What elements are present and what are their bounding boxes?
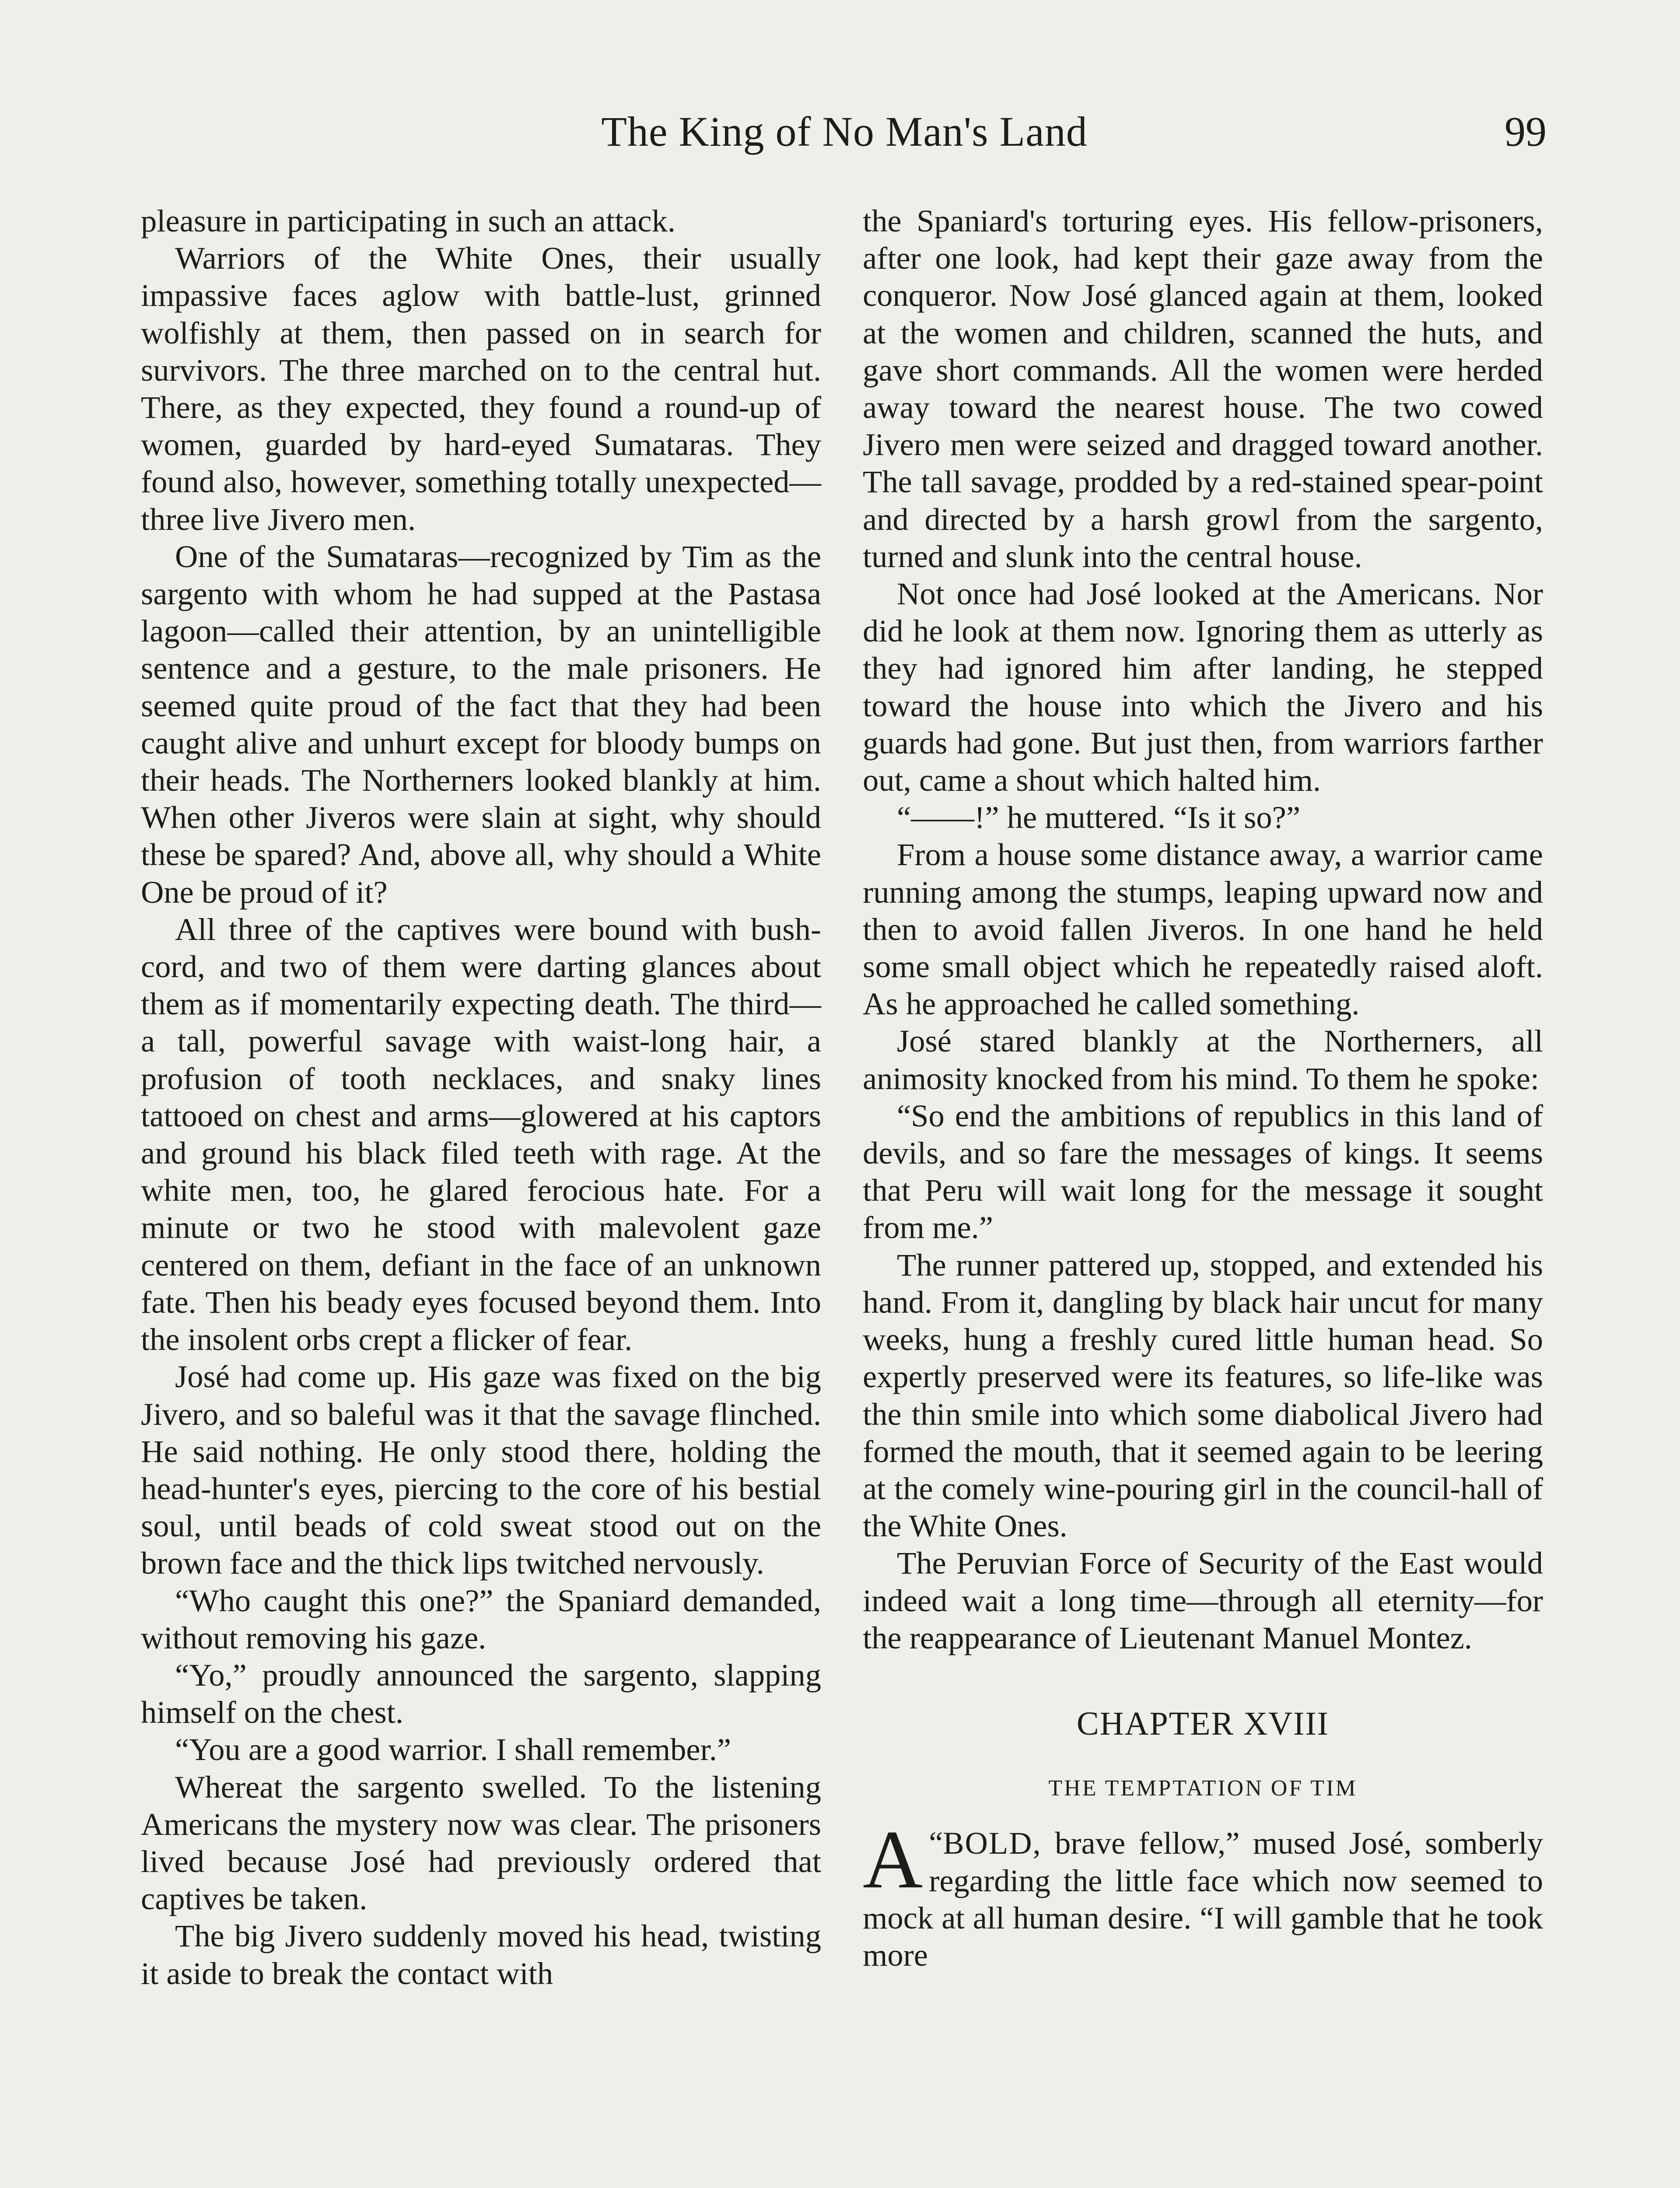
paragraph-text: brave fellow,” mused José, somberly regarding the little face which now seemed to mock at all human desire. “I will gamble that he took more	[863, 1825, 1543, 1973]
running-header	[142, 107, 1547, 155]
paragraph: “So end the ambitions of republics in this land of devils, and so fare the messages of kings. It seems that Peru will wait long for the message it sought from me.”	[863, 1098, 1543, 1245]
paragraph: The big Jivero suddenly moved his head, twisting it aside to break the contact with	[141, 1918, 821, 1991]
paragraph: “You are a good warrior. I shall remember.”	[175, 1732, 732, 1767]
paragraph: “——!” he muttered. “Is it so?”	[897, 799, 1301, 835]
paragraph: Whereat the sargento swelled. To the listening Americans the mystery now was clear. The prisoners lived because José had previously ordered that captives be taken.	[141, 1769, 821, 1917]
paragraph: José stared blankly at the Northerners, all animosity knocked from his mind. To them he spoke:	[863, 1023, 1543, 1096]
left-column	[141, 202, 821, 1992]
chapter-opening-paragraph	[863, 1814, 1543, 1974]
paragraph: All three of the captives were bound with bush-cord, and two of them were darting glances about them as if momentarily expecting death. The third—a tall, powerful savage with waist-long hair, a profusion of tooth necklaces, and snaky lines tattooed on chest and arms—glowered at his captors and ground his black filed teeth with rage. At the white men, too, he glared ferocious hate. For a minute or two he stood with malevolent gaze centered on them, defiant in the face of an unknown fate. Then his beady eyes focused beyond them. Into the insolent orbs crept a flicker of fear.	[141, 911, 821, 1357]
paragraph: From a house some distance away, a warrior came running among the stumps, leaping upward now and then to avoid fallen Jiveros. In one hand he held some small object which he repeatedly raised aloft. As he approached he called something.	[863, 837, 1543, 1022]
paragraph: Not once had José looked at the Americans. Nor did he look at them now. Ignoring them as utterly as they had ignored him after landing, he stepped toward the house into which the Jivero and his guards had gone. But just then, from warriors farther out, came a shout which halted him.	[863, 576, 1543, 798]
opening-quote-mark: “	[929, 1825, 943, 1861]
chapter-heading: CHAPTER XVIII	[1077, 1705, 1329, 1742]
lead-word: BOLD,	[943, 1825, 1042, 1861]
paragraph: One of the Sumataras—recognized by Tim as the sargento with whom he had supped at the Pastasa lagoon—called their attention, by an unintelligible sentence and a gesture, to the male prisoners. He seemed quite proud of the fact that they had been caught alive and unhurt except for bloody bumps on their heads. The Northerners looked blankly at him. When other Jiveros were slain at sight, why should these be spared? And, above all, why should a White One be proud of it?	[141, 538, 821, 910]
paragraph: The runner pattered up, stopped, and extended his hand. From it, dangling by black hair uncut for many weeks, hung a freshly cured little human head. So expertly preserved were its features, so life-like was the thin smile into which some diabolical Jivero had formed the mouth, that it seemed again to be leering at the comely wine-pouring girl in the council-hall of the White Ones.	[863, 1247, 1543, 1544]
drop-cap: A	[863, 1814, 923, 1906]
paragraph: José had come up. His gaze was fixed on the big Jivero, and so baleful was it that the savage flinched. He said nothing. He only stood there, holding the head-hunter's eyes, piercing to the core of his bestial soul, until beads of cold sweat stood out on the brown face and the thick lips twitched nervously.	[141, 1359, 821, 1581]
paragraph: the Spaniard's torturing eyes. His fellow-prisoners, after one look, had kept their gaze away from the conqueror. Now José glanced again at them, looked at the women and children, scanned the huts, and gave short commands. All the women were herded away toward the nearest house. The two cowed Jivero men were seized and dragged toward another. The tall savage, prodded by a red-stained spear-point and directed by a harsh growl from the sargento, turned and slunk into the central house.	[863, 203, 1543, 574]
paragraph: Warriors of the White Ones, their usually impassive faces aglow with battle-lust, grinned wolfishly at them, then passed on in search for survivors. The three marched on to the central hut. There, as they expected, they found a round-up of women, guarded by hard-eyed Sumataras. They found also, however, something totally unexpected—three live Jivero men.	[141, 240, 821, 537]
paragraph: “Who caught this one?” the Spaniard demanded, without removing his gaze.	[141, 1582, 821, 1655]
chapter-subtitle: THE TEMPTATION OF TIM	[1048, 1776, 1358, 1801]
paragraph: pleasure in participating in such an attack.	[141, 203, 676, 238]
page-number: 99	[1505, 108, 1547, 155]
paragraph: The Peruvian Force of Security of the East would indeed wait a long time—through all eternity—for the reappearance of Lieutenant Manuel Montez.	[863, 1545, 1543, 1655]
running-title: The King of No Man's Land	[601, 108, 1088, 155]
paragraph: “Yo,” proudly announced the sargento, slapping himself on the chest.	[141, 1657, 821, 1730]
right-column	[863, 202, 1543, 1974]
